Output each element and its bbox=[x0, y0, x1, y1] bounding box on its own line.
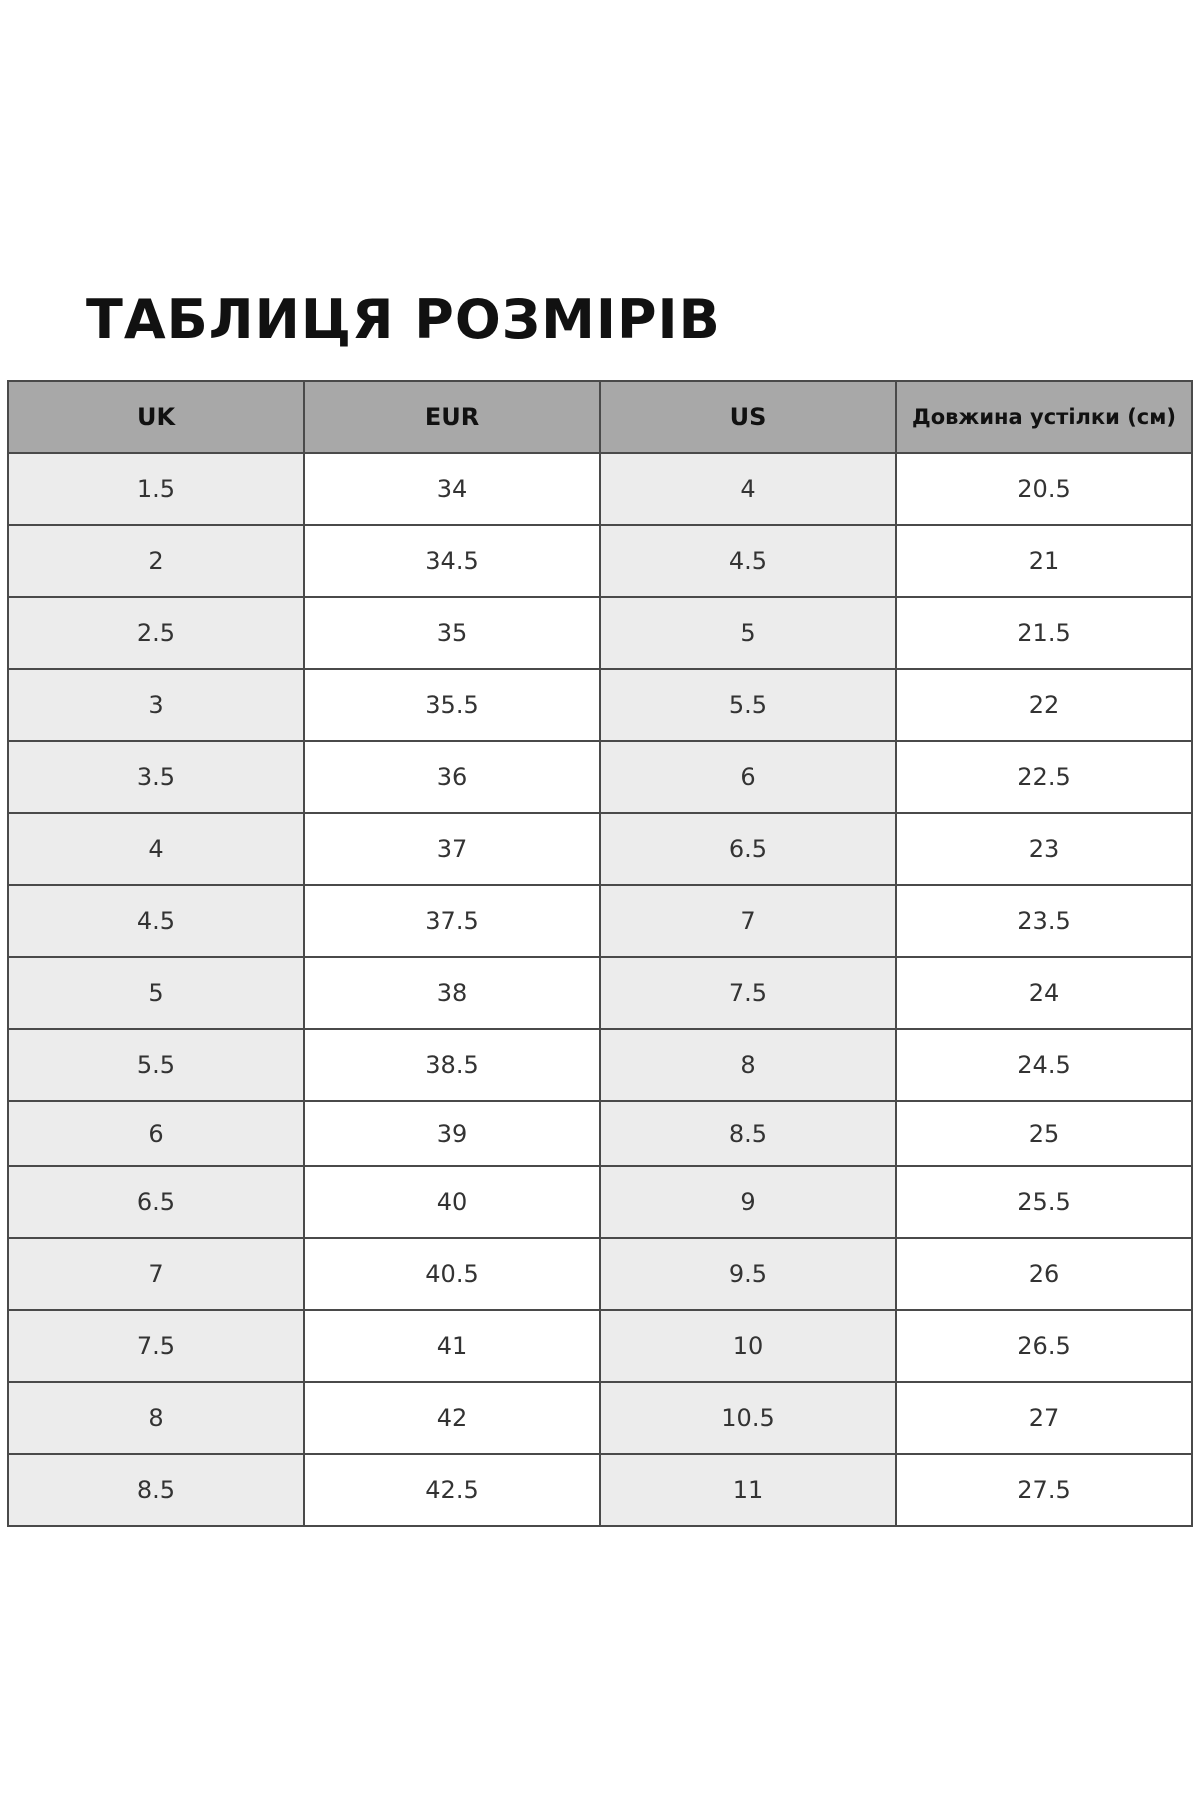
cell-uk: 7 bbox=[8, 1238, 304, 1310]
cell-insole-length: 27 bbox=[896, 1382, 1192, 1454]
cell-insole-length: 25 bbox=[896, 1101, 1192, 1166]
cell-eur: 36 bbox=[304, 741, 600, 813]
cell-insole-length: 23.5 bbox=[896, 885, 1192, 957]
table-row bbox=[8, 885, 1192, 957]
cell-us: 5 bbox=[600, 597, 896, 669]
cell-eur: 37.5 bbox=[304, 885, 600, 957]
cell-us: 4 bbox=[600, 453, 896, 525]
cell-uk: 5 bbox=[8, 957, 304, 1029]
cell-us: 10.5 bbox=[600, 1382, 896, 1454]
table-row bbox=[8, 1454, 1192, 1526]
cell-us: 4.5 bbox=[600, 525, 896, 597]
table-row bbox=[8, 669, 1192, 741]
cell-eur: 35 bbox=[304, 597, 600, 669]
cell-insole-length: 24 bbox=[896, 957, 1192, 1029]
cell-insole-length: 21.5 bbox=[896, 597, 1192, 669]
page-title: ТАБЛИЦЯ РОЗМІРІВ bbox=[86, 288, 721, 351]
cell-us: 11 bbox=[600, 1454, 896, 1526]
cell-insole-length: 23 bbox=[896, 813, 1192, 885]
cell-uk: 4.5 bbox=[8, 885, 304, 957]
cell-us: 9.5 bbox=[600, 1238, 896, 1310]
cell-eur: 37 bbox=[304, 813, 600, 885]
cell-uk: 8.5 bbox=[8, 1454, 304, 1526]
cell-uk: 3.5 bbox=[8, 741, 304, 813]
cell-insole-length: 27.5 bbox=[896, 1454, 1192, 1526]
cell-us: 8.5 bbox=[600, 1101, 896, 1166]
table-row bbox=[8, 1101, 1192, 1166]
cell-us: 5.5 bbox=[600, 669, 896, 741]
cell-eur: 38.5 bbox=[304, 1029, 600, 1101]
cell-insole-length: 22 bbox=[896, 669, 1192, 741]
cell-us: 6.5 bbox=[600, 813, 896, 885]
cell-insole-length: 26.5 bbox=[896, 1310, 1192, 1382]
table-row bbox=[8, 1029, 1192, 1101]
table-row bbox=[8, 741, 1192, 813]
cell-insole-length: 26 bbox=[896, 1238, 1192, 1310]
cell-uk: 4 bbox=[8, 813, 304, 885]
cell-eur: 34 bbox=[304, 453, 600, 525]
header-insole-length: Довжина устілки (см) bbox=[896, 381, 1192, 453]
header-eur: EUR bbox=[304, 381, 600, 453]
cell-us: 8 bbox=[600, 1029, 896, 1101]
cell-uk: 2.5 bbox=[8, 597, 304, 669]
table-row bbox=[8, 1166, 1192, 1238]
cell-us: 7 bbox=[600, 885, 896, 957]
cell-insole-length: 20.5 bbox=[896, 453, 1192, 525]
cell-us: 7.5 bbox=[600, 957, 896, 1029]
table-row bbox=[8, 1238, 1192, 1310]
cell-uk: 6.5 bbox=[8, 1166, 304, 1238]
table-row bbox=[8, 1310, 1192, 1382]
cell-eur: 42.5 bbox=[304, 1454, 600, 1526]
table-row bbox=[8, 1382, 1192, 1454]
cell-eur: 39 bbox=[304, 1101, 600, 1166]
cell-eur: 42 bbox=[304, 1382, 600, 1454]
cell-insole-length: 21 bbox=[896, 525, 1192, 597]
table-row bbox=[8, 597, 1192, 669]
cell-us: 10 bbox=[600, 1310, 896, 1382]
cell-eur: 38 bbox=[304, 957, 600, 1029]
cell-insole-length: 24.5 bbox=[896, 1029, 1192, 1101]
cell-eur: 40 bbox=[304, 1166, 600, 1238]
cell-uk: 8 bbox=[8, 1382, 304, 1454]
size-chart-table bbox=[7, 380, 1193, 1527]
cell-uk: 2 bbox=[8, 525, 304, 597]
cell-insole-length: 22.5 bbox=[896, 741, 1192, 813]
table-row bbox=[8, 957, 1192, 1029]
cell-eur: 41 bbox=[304, 1310, 600, 1382]
header-uk: UK bbox=[8, 381, 304, 453]
cell-uk: 5.5 bbox=[8, 1029, 304, 1101]
cell-uk: 6 bbox=[8, 1101, 304, 1166]
cell-insole-length: 25.5 bbox=[896, 1166, 1192, 1238]
table-row bbox=[8, 453, 1192, 525]
cell-uk: 3 bbox=[8, 669, 304, 741]
cell-uk: 1.5 bbox=[8, 453, 304, 525]
cell-us: 6 bbox=[600, 741, 896, 813]
table-row bbox=[8, 525, 1192, 597]
cell-us: 9 bbox=[600, 1166, 896, 1238]
cell-eur: 35.5 bbox=[304, 669, 600, 741]
cell-eur: 34.5 bbox=[304, 525, 600, 597]
cell-eur: 40.5 bbox=[304, 1238, 600, 1310]
table-row bbox=[8, 813, 1192, 885]
header-us: US bbox=[600, 381, 896, 453]
cell-uk: 7.5 bbox=[8, 1310, 304, 1382]
table-header-row bbox=[8, 381, 1192, 453]
